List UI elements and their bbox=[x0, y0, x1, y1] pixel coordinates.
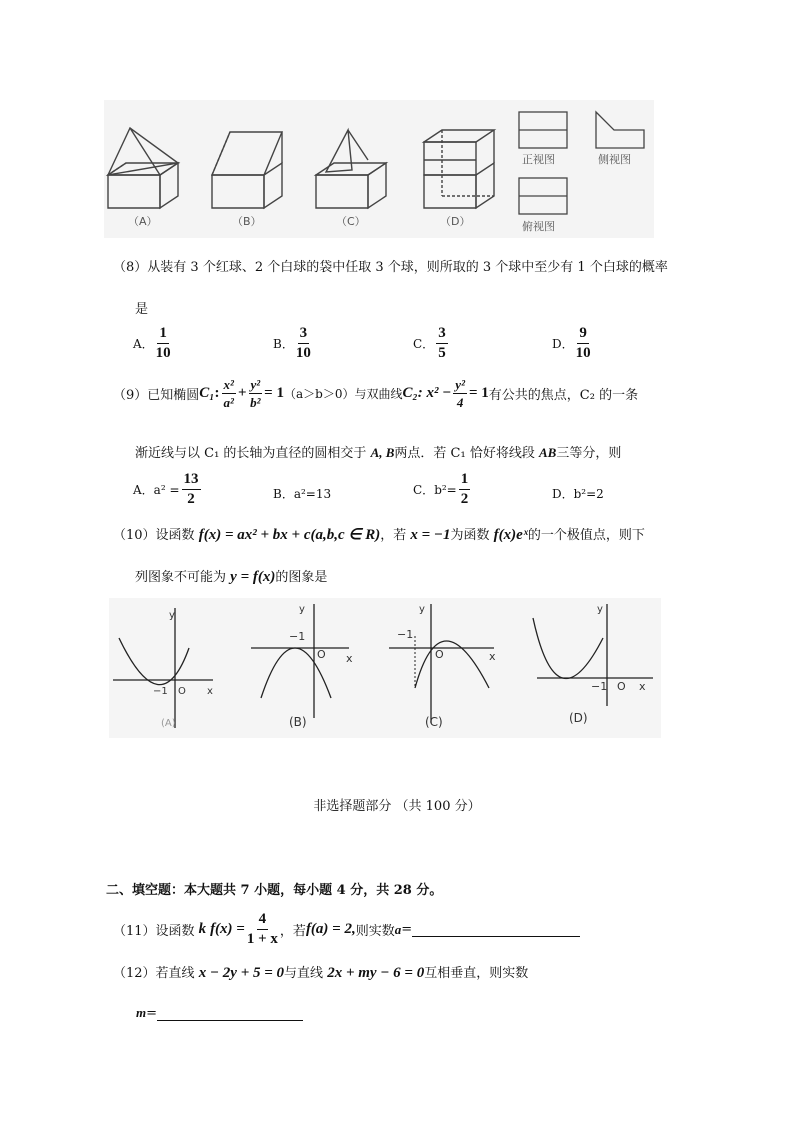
graph-d-neg1: −1 bbox=[591, 680, 608, 693]
q9-line2-post: 三等分，则 bbox=[556, 446, 622, 461]
q10-mid2: 为函数 bbox=[450, 528, 490, 543]
question-10 bbox=[113, 524, 645, 544]
graph-c-o: O bbox=[435, 648, 444, 661]
graph-a-label: (A) bbox=[161, 718, 176, 729]
q12-var: m bbox=[136, 1005, 147, 1020]
label-a: （A） bbox=[128, 215, 158, 228]
graph-d-label: (D) bbox=[569, 711, 588, 725]
top-view-label: 俯视图 bbox=[522, 220, 555, 233]
graph-c-x: x bbox=[489, 650, 496, 663]
q8-text: 从装有 3 个红球、2 个白球的袋中任取 3 个球，则所取的 3 个球中至少有 1 个白球的概率 bbox=[147, 260, 668, 275]
q11-mid: ，若 bbox=[279, 924, 306, 939]
label-d: （D） bbox=[440, 215, 471, 228]
graph-a-y: y bbox=[169, 610, 175, 621]
question-9 bbox=[113, 378, 638, 409]
q12-pre: 若直线 bbox=[155, 966, 195, 981]
q9-line2-pre: 渐近线与以 C₁ 的长轴为直径的圆相交于 bbox=[135, 446, 367, 461]
q8-option-c bbox=[413, 326, 450, 361]
q9-c1: C₁ bbox=[199, 385, 215, 401]
q9-frac-y: $\frac{\text{y²}}{\text{b²}}$ bbox=[250, 377, 261, 410]
q10-line2-post: 的图象是 bbox=[275, 570, 328, 585]
q8-text-2: 是 bbox=[135, 302, 149, 317]
graph-b-o: O bbox=[317, 648, 326, 661]
q11-post: 则实数 bbox=[355, 924, 395, 939]
q9-option-c bbox=[413, 472, 472, 507]
q9-option-c-text: b²= bbox=[434, 482, 457, 497]
question-8 bbox=[113, 256, 668, 275]
q9-option-a-frac: $\frac{13}{2}$ bbox=[183, 471, 199, 507]
graph-b-x: x bbox=[346, 652, 353, 665]
q9-option-b-text: a²=13 bbox=[293, 486, 332, 501]
section-nonchoice: 非选择题部分 （共 100 分） bbox=[313, 799, 481, 814]
q11-eq: = bbox=[401, 922, 413, 937]
question-11 bbox=[113, 912, 580, 947]
q12-eq: = bbox=[146, 1006, 158, 1021]
q9-cond: （a＞b＞0）与双曲线 bbox=[283, 387, 403, 401]
section2-title: 二、填空题：本大题共 7 小题，每小题 4 分，共 28 分。 bbox=[106, 883, 443, 898]
q9-pre: 已知椭圆 bbox=[147, 388, 200, 403]
q11-k: k bbox=[198, 921, 207, 937]
question-12-line2 bbox=[136, 1005, 303, 1021]
q9-plus: + bbox=[237, 385, 247, 401]
graph-b-neg1: −1 bbox=[289, 630, 306, 643]
q8-option-d-frac: $\frac{9}{10}$ bbox=[575, 325, 591, 361]
q9-ab: A, B bbox=[370, 445, 395, 460]
q9-ab-seg: AB bbox=[539, 445, 557, 460]
question-9-line2 bbox=[135, 442, 621, 461]
q8-option-b bbox=[273, 326, 313, 361]
q12-line2: 2x + my − 6 = 0 bbox=[327, 965, 425, 981]
q10-number: （10） bbox=[113, 528, 156, 543]
q9-option-a-letter: A． bbox=[133, 483, 154, 497]
q11-frac: $\frac{4}{1 + x}$ bbox=[246, 911, 278, 947]
q9-number: （9） bbox=[113, 388, 148, 403]
q8-option-a bbox=[133, 326, 173, 361]
q9-option-a-text: a² = bbox=[153, 482, 180, 497]
q12-answer-blank[interactable] bbox=[157, 1006, 303, 1021]
q10-line2-pre: 列图象不可能为 bbox=[135, 570, 227, 585]
front-view-label: 正视图 bbox=[522, 153, 555, 166]
graph-a-o: O bbox=[178, 686, 186, 697]
q9-option-b bbox=[273, 485, 331, 502]
q9-option-d-text: b²=2 bbox=[573, 486, 604, 501]
q9-eq1: = 1 bbox=[264, 385, 284, 401]
q12-post: 互相垂直，则实数 bbox=[424, 966, 529, 981]
q10-cond: x = −1 bbox=[410, 527, 451, 543]
q9-eq2: = 1 bbox=[468, 385, 489, 401]
q10-func2: f(x)eˣ bbox=[493, 527, 528, 543]
q12-mid: 与直线 bbox=[284, 966, 324, 981]
graph-a-neg1: −1 bbox=[153, 686, 168, 697]
q9-c2: C₂ bbox=[402, 385, 418, 401]
q11-fx: f(x) = bbox=[210, 921, 245, 937]
q9-colon: : bbox=[214, 385, 220, 401]
q9-option-c-frac: $\frac{1}{2}$ bbox=[460, 471, 469, 507]
q11-cond: f(a) = 2, bbox=[305, 921, 356, 937]
q11-pre: 设函数 bbox=[155, 924, 195, 939]
q9-line2-mid: 两点．若 C₁ 恰好将线段 bbox=[394, 446, 535, 461]
q9-option-a bbox=[133, 472, 203, 507]
question-12 bbox=[113, 962, 528, 982]
q12-number: （12） bbox=[113, 966, 156, 981]
graph-b-y: y bbox=[299, 604, 305, 615]
graph-a-x: x bbox=[207, 686, 213, 697]
graph-c-neg1: −1 bbox=[397, 628, 414, 641]
side-view-label: 侧视图 bbox=[598, 153, 631, 166]
q8-option-a-letter: A． bbox=[133, 337, 154, 351]
graph-c-y: y bbox=[419, 604, 425, 615]
q12-line1: x − 2y + 5 = 0 bbox=[198, 965, 285, 981]
q10-func: f(x) = ax² + bx + c(a,b,c ∈ R) bbox=[198, 527, 381, 543]
q10-graphs bbox=[109, 598, 661, 738]
graph-b-label: (B) bbox=[289, 715, 307, 729]
q11-number: （11） bbox=[113, 924, 156, 939]
solids-figure bbox=[104, 100, 654, 238]
question-10-line2 bbox=[135, 566, 327, 586]
q9-frac-4: $\frac{\text{y²}}{4}$ bbox=[455, 377, 465, 410]
q9-option-d-letter: D． bbox=[552, 487, 574, 501]
label-c: （C） bbox=[336, 215, 366, 228]
q10-func3: y = f(x) bbox=[230, 569, 276, 585]
q11-answer-blank[interactable] bbox=[412, 922, 580, 937]
q8-option-b-frac: $\frac{3}{10}$ bbox=[295, 325, 311, 361]
q11-var: a bbox=[394, 921, 402, 937]
graph-d-x: x bbox=[639, 680, 646, 693]
q9-post: 有公共的焦点，C₂ 的一条 bbox=[488, 388, 639, 403]
q8-option-c-letter: C． bbox=[413, 337, 435, 351]
q10-pre: 设函数 bbox=[155, 528, 195, 543]
q10-post: 的一个极值点，则下 bbox=[527, 528, 645, 543]
q8-option-a-frac: $\frac{1}{10}$ bbox=[155, 325, 171, 361]
q8-option-b-letter: B． bbox=[273, 337, 294, 351]
question-8-line2 bbox=[135, 298, 148, 317]
q8-option-d bbox=[552, 326, 593, 361]
graph-d-y: y bbox=[597, 604, 603, 615]
label-b: （B） bbox=[232, 215, 262, 228]
q8-number: （8） bbox=[113, 260, 148, 275]
q9-option-b-letter: B． bbox=[273, 487, 294, 501]
graph-c-label: (C) bbox=[425, 715, 443, 729]
q8-option-d-letter: D． bbox=[552, 337, 574, 351]
graph-d-o: O bbox=[617, 680, 626, 693]
q10-mid: ，若 bbox=[380, 528, 407, 543]
q8-option-c-frac: $\frac{3}{5}$ bbox=[438, 325, 446, 361]
q9-hyper: : x² − bbox=[417, 385, 452, 401]
q9-option-d bbox=[552, 485, 604, 502]
q9-frac-x: $\frac{\text{x²}}{\text{a²}}$ bbox=[223, 377, 234, 410]
q9-option-c-letter: C． bbox=[413, 483, 435, 497]
